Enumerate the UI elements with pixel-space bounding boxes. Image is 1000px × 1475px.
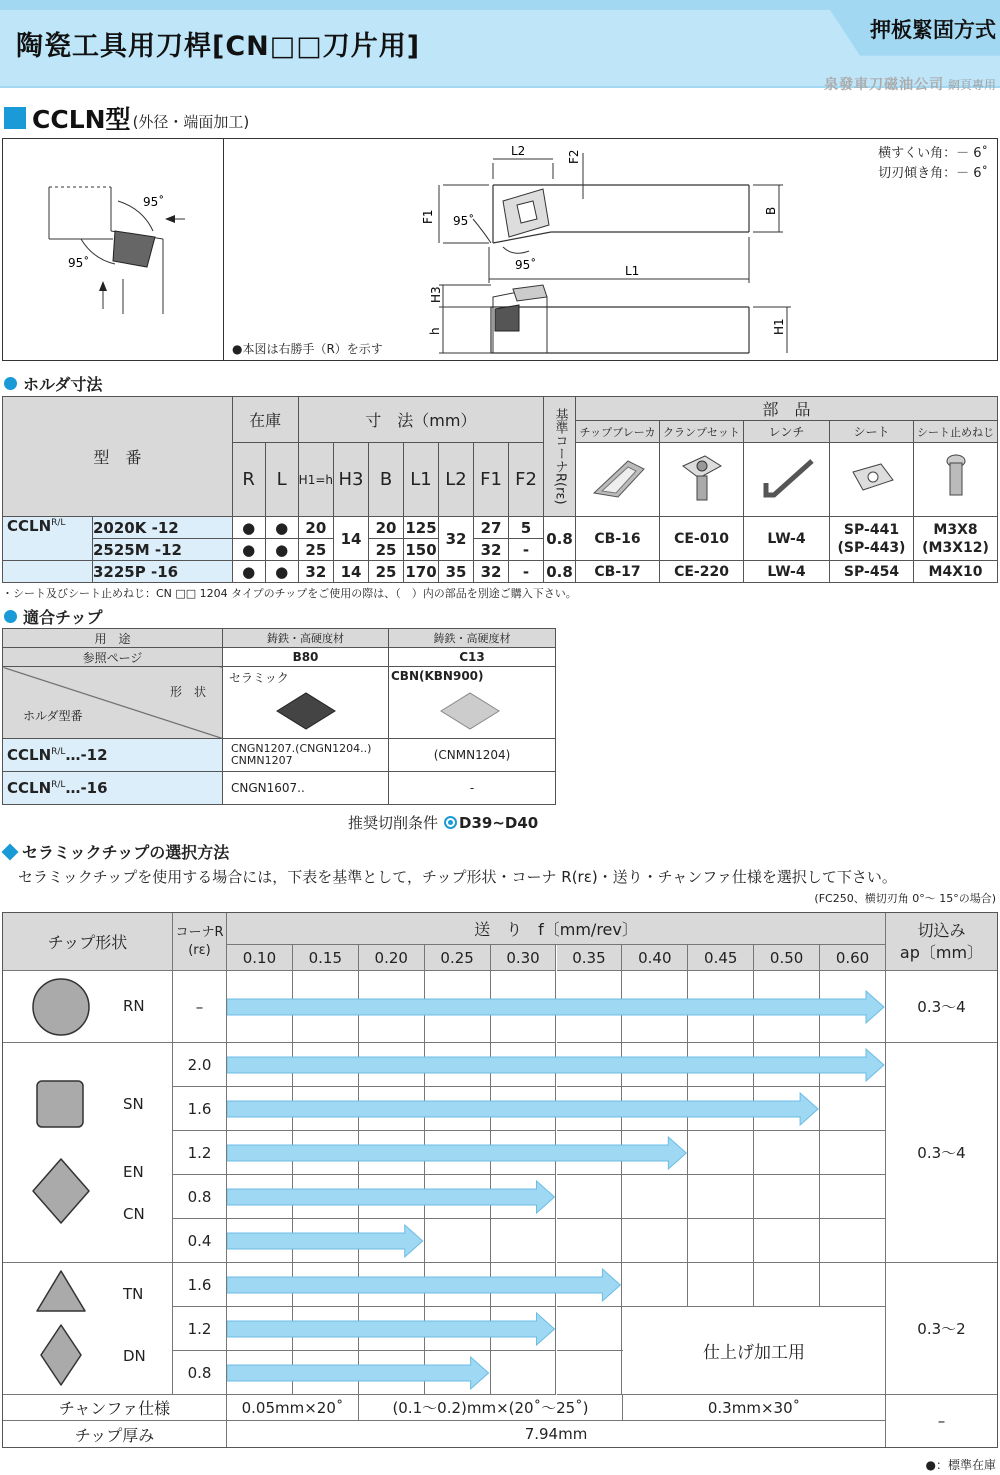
cell-h1: 32 bbox=[298, 561, 333, 583]
cell-b: 20 bbox=[369, 517, 404, 539]
cell-f1: 27 bbox=[474, 517, 509, 539]
use-cbn: 鋳鉄・高硬度材 bbox=[389, 629, 556, 648]
depth-rn: 0.3～4 bbox=[886, 971, 997, 1043]
grid-cell bbox=[557, 1175, 623, 1219]
dim-label: L1 bbox=[625, 264, 640, 278]
cbn-chip-icon bbox=[435, 689, 505, 733]
chip-breaker-icon bbox=[588, 453, 648, 503]
grid-cell bbox=[557, 1307, 623, 1351]
cell-h3: 14 bbox=[334, 561, 369, 583]
corner-radius-cell: 1.6 bbox=[173, 1263, 227, 1307]
corner-radius-cell: 0.8 bbox=[173, 1175, 227, 1219]
corner-radius-cell: 0.4 bbox=[173, 1219, 227, 1263]
feed-header: 0.10 bbox=[227, 945, 293, 971]
grid-cell bbox=[820, 1219, 886, 1263]
grid-cell bbox=[491, 1219, 557, 1263]
model-name: CCLN型 bbox=[32, 105, 131, 134]
model-subtitle: (外径・端面加工) bbox=[132, 112, 250, 131]
section-title: セラミックチップの選択方法 bbox=[22, 843, 230, 862]
stock-r: ● bbox=[232, 539, 265, 561]
corner-radius-cell: 0.8 bbox=[173, 1351, 227, 1395]
grid-cell bbox=[688, 1131, 754, 1175]
depth-dash: – bbox=[937, 1412, 946, 1430]
grid-cell bbox=[820, 1175, 886, 1219]
cell-wrench: LW-4 bbox=[744, 517, 830, 561]
feed-header: 0.60 bbox=[820, 945, 886, 971]
chamfer-label: チャンファ仕様 bbox=[3, 1395, 227, 1421]
rake-angle: 横すくい角：－ 6˚ bbox=[878, 146, 988, 161]
chip-breaker-image bbox=[576, 443, 660, 517]
angle-label: 95˚ bbox=[453, 214, 475, 228]
feed-header: 0.15 bbox=[293, 945, 359, 971]
feed-range-arrow bbox=[227, 1180, 557, 1214]
selection-table bbox=[2, 912, 998, 1448]
diamond-icon bbox=[2, 843, 19, 860]
feed-header: 0.35 bbox=[557, 945, 623, 971]
triangle-insert-icon bbox=[33, 1267, 89, 1315]
feed-header: 0.45 bbox=[688, 945, 754, 971]
wrench-icon bbox=[754, 453, 820, 503]
ref-cbn: C13 bbox=[389, 648, 556, 667]
part-header: チップブレーカ bbox=[576, 421, 660, 443]
model-prefix-empty bbox=[3, 561, 93, 583]
ceramic-chip-icon bbox=[271, 689, 341, 733]
parts-note: ・シート及びシート止めねじ：CN □□ 1204 タイプのチップをご使用の際は、（ ）内の部品を別途ご購入下さい。 bbox=[2, 587, 577, 600]
grid-cell bbox=[754, 1175, 820, 1219]
row-ref-label: 参照ページ bbox=[3, 648, 223, 667]
feed-header: 0.30 bbox=[491, 945, 557, 971]
feed-header: 0.50 bbox=[754, 945, 820, 971]
chip-thickness: 7.94mm bbox=[227, 1421, 886, 1447]
col-depth: 切込み ap〔mm〕 bbox=[886, 913, 997, 971]
clamp-set-icon bbox=[677, 450, 727, 506]
shim-image bbox=[830, 443, 914, 517]
cell-shim-screw: M4X10 bbox=[914, 561, 998, 583]
chamfer-spec-1: 0.05mm×20˚ bbox=[227, 1395, 359, 1421]
chip-table bbox=[2, 628, 556, 805]
recommended-conditions[interactable]: 推奨切削条件 D39~D40 bbox=[348, 814, 539, 832]
feed-header: 0.20 bbox=[359, 945, 425, 971]
finishing-note: 仕上げ加工用 bbox=[623, 1307, 886, 1395]
angle-label: 95˚ bbox=[68, 256, 90, 270]
shape-tn-dn: TN DN bbox=[3, 1263, 173, 1395]
part-header: クランプセット bbox=[660, 421, 744, 443]
col-parts: 部 品 bbox=[576, 397, 998, 421]
cell-h3: 14 bbox=[334, 517, 369, 561]
shape-sn-en-cn: SN EN CN bbox=[3, 1043, 173, 1263]
cell-h1: 20 bbox=[298, 517, 333, 539]
grid-cell bbox=[754, 1219, 820, 1263]
corner-radius-cell: 1.2 bbox=[173, 1307, 227, 1351]
corner-radius-cell: 1.6 bbox=[173, 1087, 227, 1131]
figure-note: ●本図は右勝手（R）を示す bbox=[232, 342, 383, 356]
col-h3: H3 bbox=[334, 443, 369, 517]
cell-shim-screw: M3X8 (M3X12) bbox=[914, 517, 998, 561]
diagram-box bbox=[2, 138, 998, 361]
grid-cell bbox=[491, 1351, 557, 1395]
col-l2: L2 bbox=[439, 443, 474, 517]
col-f1: F1 bbox=[474, 443, 509, 517]
stock-l: ● bbox=[265, 561, 298, 583]
col-b: B bbox=[369, 443, 404, 517]
grid-cell bbox=[820, 1087, 886, 1131]
col-l1: L1 bbox=[404, 443, 439, 517]
selection-section-heading bbox=[2, 840, 229, 863]
grid-cell bbox=[622, 1263, 688, 1307]
link-icon bbox=[444, 816, 457, 829]
row-use-label: 用 途 bbox=[3, 629, 223, 648]
model-heading bbox=[4, 100, 249, 136]
cbn-chip-cell: CBN(KBN900) bbox=[389, 667, 556, 739]
dim-label: B bbox=[764, 206, 778, 215]
stock-r: ● bbox=[232, 517, 265, 539]
model-prefix: $CCLN^{R/L}$ bbox=[3, 517, 93, 561]
holder-16: $CCLN^{R/L}\dots-16$ bbox=[3, 772, 223, 805]
cell-l1: 150 bbox=[405, 540, 437, 559]
corner-radius-cell: 1.2 bbox=[173, 1131, 227, 1175]
col-corner: コーナR (rε) bbox=[173, 913, 227, 971]
grid-cell bbox=[820, 1263, 886, 1307]
use-ceramic: 鋳鉄・高硬度材 bbox=[223, 629, 389, 648]
square-icon bbox=[4, 107, 26, 129]
cell-chip-breaker: CB-17 bbox=[576, 561, 660, 583]
selection-conditions: (FC250、横切刃角 0°～ 15°の場合) bbox=[814, 892, 996, 905]
cbn-chip-16: - bbox=[389, 772, 556, 805]
grid-cell bbox=[688, 1263, 754, 1307]
stock-l: ● bbox=[265, 517, 298, 539]
shape-holder-header: 形 状 ホルダ型番 bbox=[3, 667, 223, 739]
ceramic-chip-16: CNGN1607.. bbox=[223, 772, 389, 805]
cell-shim: SP-454 bbox=[830, 561, 914, 583]
cell-b: 25 bbox=[369, 561, 404, 583]
grid-cell bbox=[754, 1263, 820, 1307]
col-f2: F2 bbox=[509, 443, 544, 517]
grid-cell bbox=[688, 1175, 754, 1219]
feed-range-arrow bbox=[227, 1048, 886, 1082]
inclination-angle: 切刃傾き角：－ 6˚ bbox=[878, 166, 988, 181]
shape-rn: RN bbox=[3, 971, 173, 1043]
col-shape: チップ形状 bbox=[3, 913, 173, 971]
dim-label: H1 bbox=[772, 318, 786, 335]
col-feed: 送 り f〔mm/rev〕 bbox=[227, 913, 886, 945]
cell-f2: 5 bbox=[509, 517, 544, 539]
holder-table bbox=[2, 396, 998, 583]
dim-label: F2 bbox=[567, 149, 581, 164]
col-l: L bbox=[265, 443, 298, 517]
grid-cell bbox=[754, 1131, 820, 1175]
wrench-image bbox=[744, 443, 830, 517]
dim-label: F1 bbox=[421, 209, 435, 224]
cell-clamp-set: CE-010 bbox=[660, 517, 744, 561]
dim-label: h bbox=[428, 327, 442, 335]
chamfer-spec-3: 0.3mm×30˚ bbox=[623, 1395, 886, 1421]
col-stock: 在庫 bbox=[232, 397, 298, 443]
feed-range-arrow bbox=[227, 1312, 557, 1346]
cell-wrench: LW-4 bbox=[744, 561, 830, 583]
cell-l1: 125 bbox=[405, 518, 437, 537]
section-title: ホルダ寸法 bbox=[23, 375, 103, 394]
feed-range-arrow bbox=[227, 1268, 622, 1302]
cell-h1: 25 bbox=[298, 539, 333, 561]
ceramic-chip-cell: セラミック bbox=[223, 667, 389, 739]
holder-12: $CCLN^{R/L}\dots-12$ bbox=[3, 739, 223, 772]
corner-radius-cell: 2.0 bbox=[173, 1043, 227, 1087]
angle-label: 95˚ bbox=[515, 258, 537, 272]
feed-range-arrow bbox=[227, 1092, 820, 1126]
shim-icon bbox=[847, 458, 897, 498]
grid-cell bbox=[688, 1219, 754, 1263]
cell-chip-breaker: CB-16 bbox=[576, 517, 660, 561]
grid-cell bbox=[622, 1219, 688, 1263]
cell-shim: SP-441 (SP-443) bbox=[830, 517, 914, 561]
col-corner: 基準コーナR(rε) bbox=[544, 397, 576, 517]
ref-ceramic: B80 bbox=[223, 648, 389, 667]
model-number: 3225P -16 bbox=[93, 561, 233, 583]
grid-cell bbox=[557, 1351, 623, 1395]
feed-range-arrow bbox=[227, 1356, 491, 1390]
cell-f2: - bbox=[509, 539, 544, 561]
cell-l2: 35 bbox=[439, 561, 474, 583]
feed-range-arrow bbox=[227, 1136, 688, 1170]
grid-cell bbox=[425, 1219, 491, 1263]
clamp-method-title: 押板緊固方式 bbox=[870, 18, 996, 42]
chips-section-heading bbox=[4, 605, 103, 628]
part-header: シート bbox=[830, 421, 914, 443]
part-header: シート止めねじ bbox=[914, 421, 998, 443]
feed-header: 0.25 bbox=[425, 945, 491, 971]
holder-section-heading bbox=[4, 372, 102, 395]
cbn-chip-12: (CNMN1204) bbox=[389, 739, 556, 772]
cell-f1: 32 bbox=[474, 561, 509, 583]
depth-tn: 0.3～2 bbox=[886, 1263, 997, 1395]
model-number: 2525M -12 bbox=[93, 539, 233, 561]
col-h1: H1=h bbox=[298, 443, 333, 517]
clamp-set-image bbox=[660, 443, 744, 517]
section-title: 適合チップ bbox=[23, 608, 103, 627]
stock-r: ● bbox=[232, 561, 265, 583]
dim-label: H3 bbox=[429, 286, 443, 303]
selection-description: セラミックチップを使用する場合には，下表を基準として，チップ形状・コーナ R(rε)・送り・チャンファ仕様を選択して下さい。 bbox=[18, 868, 897, 886]
diamond-insert-icon bbox=[37, 1321, 87, 1391]
square-insert-icon bbox=[33, 1077, 93, 1137]
bullet-icon bbox=[4, 377, 17, 390]
holder-diagram bbox=[3, 139, 999, 362]
feed-range-arrow bbox=[227, 1224, 425, 1258]
screw-icon bbox=[941, 453, 971, 503]
stock-l: ● bbox=[265, 539, 298, 561]
cell-f2: - bbox=[509, 561, 544, 583]
angle-label: 95˚ bbox=[143, 195, 165, 209]
feed-header: 0.40 bbox=[622, 945, 688, 971]
angle-specs bbox=[878, 144, 988, 184]
cell-clamp-set: CE-220 bbox=[660, 561, 744, 583]
watermark: 泉發車刀磁油公司 網頁專用 bbox=[824, 77, 996, 93]
cell-l1: 170 bbox=[405, 562, 437, 581]
cell-corner: 0.8 bbox=[544, 561, 576, 583]
shim-screw-image bbox=[914, 443, 998, 517]
col-dims: 寸 法（mm） bbox=[298, 397, 543, 443]
cell-b: 25 bbox=[369, 539, 404, 561]
cell-corner: 0.8 bbox=[544, 517, 576, 561]
part-header: レンチ bbox=[744, 421, 830, 443]
grid-cell bbox=[622, 1175, 688, 1219]
cell-l2: 32 bbox=[439, 517, 474, 561]
cell-f1: 32 bbox=[474, 539, 509, 561]
depth-sn: 0.3～4 bbox=[886, 1043, 997, 1263]
chamfer-spec-2: (0.1～0.2)mm×(20˚～25˚) bbox=[359, 1395, 623, 1421]
feed-range-arrow bbox=[227, 990, 886, 1024]
legend-standard-stock: ●：標準在庫 bbox=[925, 1458, 996, 1472]
grid-cell bbox=[557, 1219, 623, 1263]
dim-label: L2 bbox=[511, 144, 526, 158]
corner-radius-cell: – bbox=[173, 971, 227, 1043]
bullet-icon bbox=[4, 610, 17, 623]
thickness-label: チップ厚み bbox=[3, 1421, 227, 1447]
col-model: 型 番 bbox=[3, 397, 233, 517]
page-title: 陶瓷工具用刀桿[CN□□刀片用] bbox=[16, 31, 421, 62]
col-r: R bbox=[232, 443, 265, 517]
round-insert-icon bbox=[31, 975, 95, 1039]
ceramic-chip-12: CNGN1207.(CNGN1204..) CNMN1207 bbox=[223, 739, 389, 772]
model-number: 2020K -12 bbox=[93, 517, 233, 539]
rhombic-insert-icon bbox=[29, 1155, 93, 1227]
grid-cell bbox=[820, 1131, 886, 1175]
